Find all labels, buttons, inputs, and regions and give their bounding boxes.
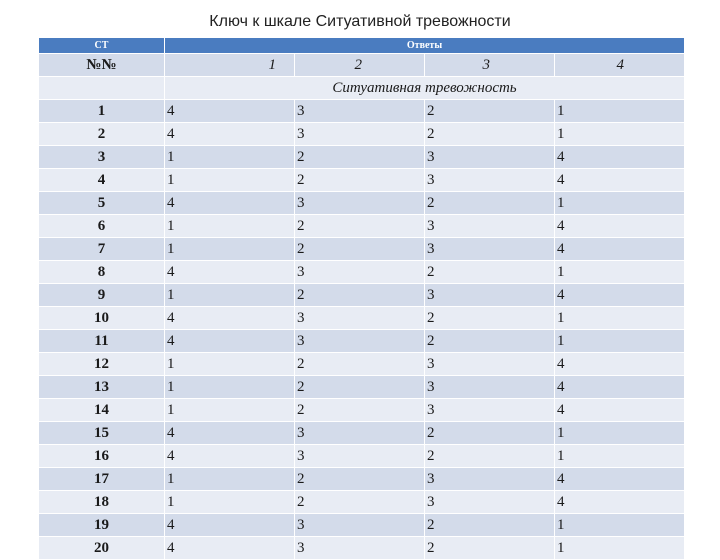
question-number: 5 <box>39 192 165 215</box>
answer-score-4: 1 <box>555 445 685 468</box>
question-number: 17 <box>39 468 165 491</box>
table-row <box>39 468 685 491</box>
answer-score-2: 2 <box>295 399 425 422</box>
answer-score-3: 3 <box>425 238 555 261</box>
table-row <box>39 123 685 146</box>
question-number: 15 <box>39 422 165 445</box>
answer-score-1: 1 <box>165 238 295 261</box>
question-number: 20 <box>39 537 165 560</box>
answer-score-4: 1 <box>555 261 685 284</box>
answer-score-2: 2 <box>295 284 425 307</box>
answer-number-4: 4 <box>555 54 685 77</box>
answer-score-2: 3 <box>295 537 425 560</box>
question-number: 11 <box>39 330 165 353</box>
answer-score-1: 4 <box>165 100 295 123</box>
answer-score-4: 4 <box>555 399 685 422</box>
table-row <box>39 215 685 238</box>
answer-score-3: 3 <box>425 284 555 307</box>
table-row <box>39 376 685 399</box>
answer-numbers-row <box>39 54 685 77</box>
answer-score-2: 2 <box>295 353 425 376</box>
table-row <box>39 491 685 514</box>
answer-score-4: 4 <box>555 215 685 238</box>
scale-name: Ситуативная тревожность <box>165 77 685 100</box>
answer-score-1: 4 <box>165 445 295 468</box>
table-row <box>39 330 685 353</box>
scale-code-header: СТ <box>39 38 165 54</box>
answer-score-3: 3 <box>425 491 555 514</box>
answer-score-1: 1 <box>165 399 295 422</box>
answer-score-1: 1 <box>165 284 295 307</box>
answer-score-1: 4 <box>165 307 295 330</box>
answer-score-1: 1 <box>165 491 295 514</box>
answer-score-2: 2 <box>295 169 425 192</box>
question-number: 4 <box>39 169 165 192</box>
answer-score-1: 4 <box>165 537 295 560</box>
question-number: 18 <box>39 491 165 514</box>
answer-score-1: 1 <box>165 376 295 399</box>
answer-score-4: 4 <box>555 468 685 491</box>
answer-score-2: 3 <box>295 445 425 468</box>
answer-score-2: 2 <box>295 491 425 514</box>
answer-score-3: 2 <box>425 514 555 537</box>
question-number-header: №№ <box>39 54 165 77</box>
answer-score-2: 3 <box>295 422 425 445</box>
question-number: 12 <box>39 353 165 376</box>
table-row <box>39 192 685 215</box>
answer-score-4: 1 <box>555 330 685 353</box>
answer-score-3: 2 <box>425 422 555 445</box>
answer-score-2: 2 <box>295 146 425 169</box>
answer-score-3: 2 <box>425 307 555 330</box>
table-row <box>39 100 685 123</box>
answer-score-4: 4 <box>555 169 685 192</box>
scale-name-spacer <box>39 77 165 100</box>
answer-number-1: 1 <box>165 54 295 77</box>
table-row <box>39 261 685 284</box>
answer-score-1: 1 <box>165 468 295 491</box>
question-number: 8 <box>39 261 165 284</box>
table-row <box>39 169 685 192</box>
answer-score-1: 4 <box>165 261 295 284</box>
answer-score-3: 2 <box>425 445 555 468</box>
question-number: 7 <box>39 238 165 261</box>
answer-score-2: 3 <box>295 330 425 353</box>
answer-number-2: 2 <box>295 54 425 77</box>
answer-score-3: 2 <box>425 100 555 123</box>
answer-score-4: 1 <box>555 192 685 215</box>
answer-score-2: 3 <box>295 100 425 123</box>
answer-score-4: 1 <box>555 123 685 146</box>
question-number: 13 <box>39 376 165 399</box>
answer-score-4: 4 <box>555 353 685 376</box>
answer-score-4: 1 <box>555 514 685 537</box>
answer-score-4: 1 <box>555 537 685 560</box>
answer-score-2: 3 <box>295 307 425 330</box>
question-number: 3 <box>39 146 165 169</box>
answer-score-3: 2 <box>425 192 555 215</box>
answer-score-2: 3 <box>295 123 425 146</box>
answer-score-1: 4 <box>165 514 295 537</box>
answer-score-4: 4 <box>555 146 685 169</box>
answer-score-2: 3 <box>295 192 425 215</box>
answer-score-4: 4 <box>555 376 685 399</box>
answer-score-1: 4 <box>165 192 295 215</box>
answer-score-3: 3 <box>425 169 555 192</box>
answer-score-1: 1 <box>165 146 295 169</box>
table-row <box>39 399 685 422</box>
answer-score-4: 1 <box>555 307 685 330</box>
answer-score-2: 2 <box>295 468 425 491</box>
answer-score-4: 1 <box>555 422 685 445</box>
answer-score-1: 1 <box>165 169 295 192</box>
question-number: 6 <box>39 215 165 238</box>
answer-score-3: 3 <box>425 376 555 399</box>
table-row <box>39 146 685 169</box>
question-number: 14 <box>39 399 165 422</box>
answer-score-4: 4 <box>555 491 685 514</box>
answer-score-4: 4 <box>555 284 685 307</box>
table-row <box>39 422 685 445</box>
page-title: Ключ к шкале Ситуативной тревожности <box>209 13 511 30</box>
answer-score-2: 3 <box>295 261 425 284</box>
answer-score-3: 2 <box>425 123 555 146</box>
answer-score-2: 2 <box>295 376 425 399</box>
table-row <box>39 353 685 376</box>
answer-score-2: 2 <box>295 238 425 261</box>
answer-score-1: 4 <box>165 330 295 353</box>
answer-score-1: 4 <box>165 422 295 445</box>
answer-score-4: 1 <box>555 100 685 123</box>
table-row <box>39 514 685 537</box>
answer-score-3: 3 <box>425 399 555 422</box>
answer-score-1: 1 <box>165 353 295 376</box>
table-row <box>39 238 685 261</box>
header-row <box>39 38 685 54</box>
answer-score-3: 2 <box>425 537 555 560</box>
question-number: 16 <box>39 445 165 468</box>
answer-score-4: 4 <box>555 238 685 261</box>
answer-score-3: 3 <box>425 146 555 169</box>
question-number: 2 <box>39 123 165 146</box>
answer-score-2: 2 <box>295 215 425 238</box>
answer-number-3: 3 <box>425 54 555 77</box>
answer-score-3: 2 <box>425 261 555 284</box>
scale-name-row <box>39 77 685 100</box>
question-number: 9 <box>39 284 165 307</box>
question-number: 19 <box>39 514 165 537</box>
table-row <box>39 445 685 468</box>
answer-key-table <box>38 37 685 560</box>
answer-score-3: 2 <box>425 330 555 353</box>
question-number: 1 <box>39 100 165 123</box>
answer-score-3: 3 <box>425 353 555 376</box>
table-row <box>39 284 685 307</box>
answer-score-1: 1 <box>165 215 295 238</box>
question-number: 10 <box>39 307 165 330</box>
answer-score-1: 4 <box>165 123 295 146</box>
answer-score-3: 3 <box>425 215 555 238</box>
answers-header: Ответы <box>165 38 685 54</box>
table-row <box>39 307 685 330</box>
answer-score-2: 3 <box>295 514 425 537</box>
answer-score-3: 3 <box>425 468 555 491</box>
